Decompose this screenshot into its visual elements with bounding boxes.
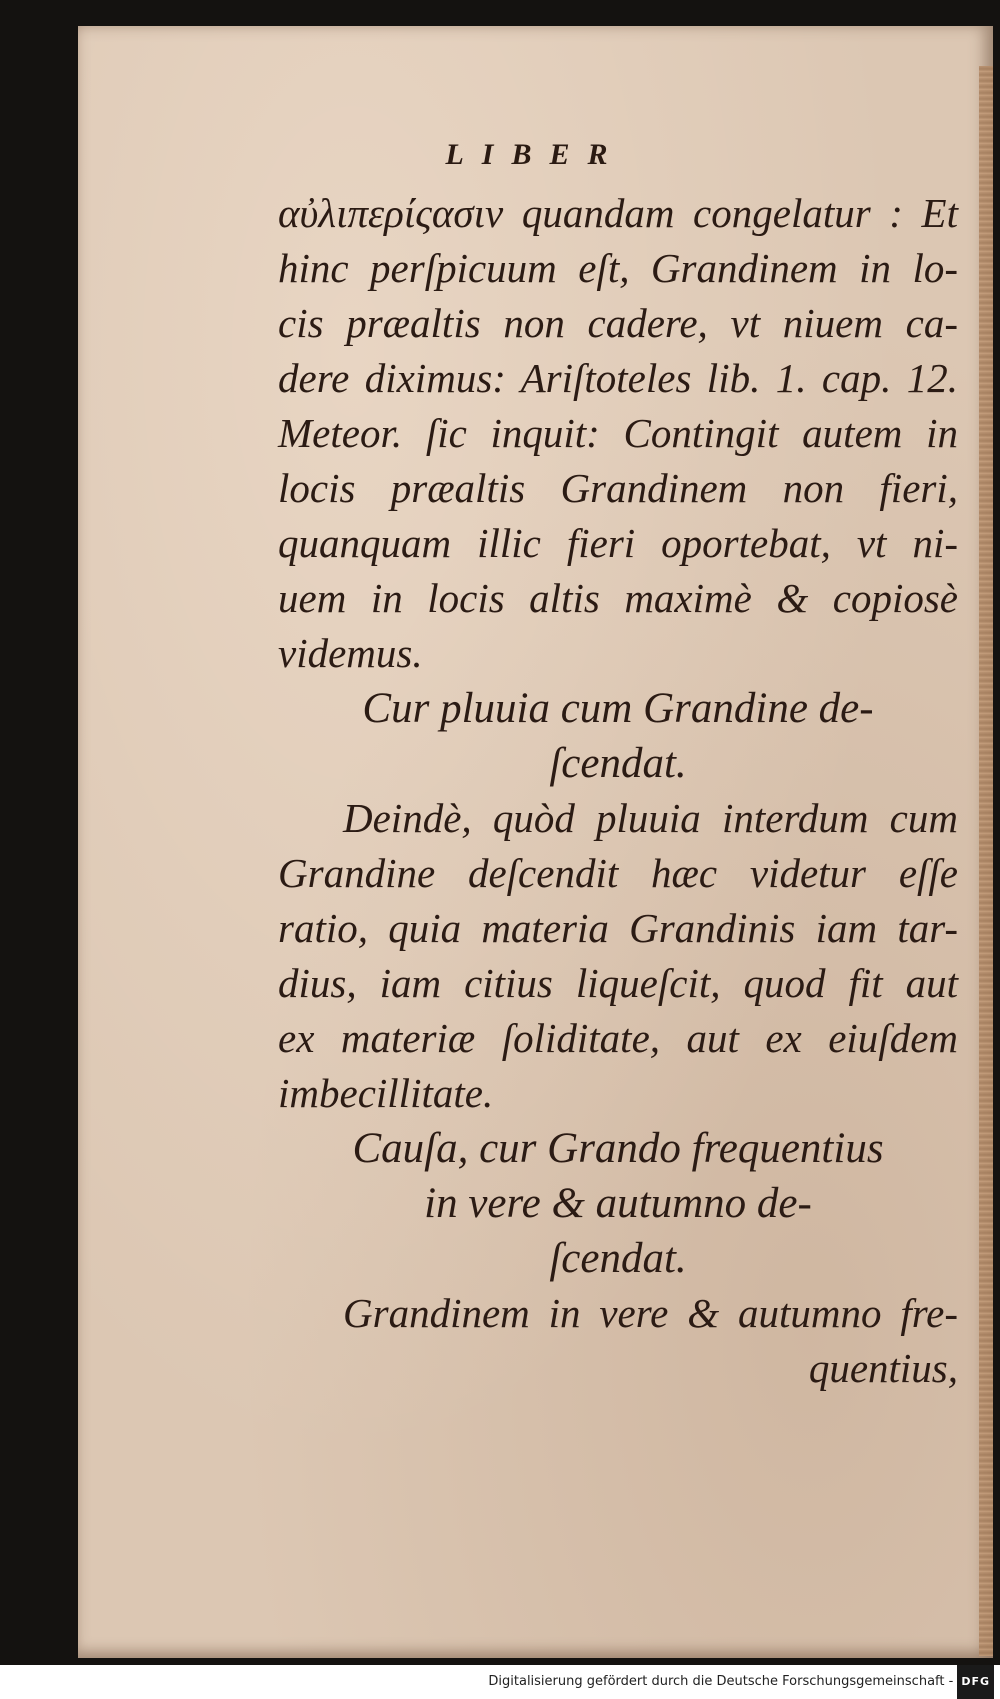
text-line: Grandine deſcendit hæc videtur eſſe [278, 850, 958, 896]
text-line: dius, iam citius liqueſcit, quod fit aut [278, 960, 958, 1006]
text-line: Grandinem in vere & autumno fre- [343, 1290, 958, 1336]
running-head: LIBER [445, 138, 626, 171]
text-line: ex materiæ ſoliditate, aut ex eiuſdem [278, 1015, 958, 1061]
text-line: Deindè, quòd pluuia interdum cum [343, 795, 958, 841]
text-line: uem in locis altis maximè & copiosè [278, 575, 958, 621]
section-heading: in vere & autumno de- [424, 1180, 812, 1227]
text-line: hinc perſpicuum eſt, Grandinem in lo- [278, 245, 958, 291]
text-line: videmus. [278, 630, 423, 676]
section-heading: ſcendat. [549, 1235, 687, 1282]
text-line: quanquam illic fieri oportebat, vt ni- [278, 520, 958, 566]
section-heading: Cauſa, cur Grando frequentius [352, 1125, 884, 1172]
catchword: quentius, [808, 1345, 958, 1391]
text-line: ratio, quia materia Grandinis iam tar- [278, 905, 958, 951]
page-edge [979, 66, 993, 1656]
text-line: Meteor. ſic inquit: Contingit autem in [278, 410, 958, 456]
book-page [78, 26, 993, 1658]
digitization-footer [0, 1665, 1000, 1695]
text-line: imbecillitate. [278, 1070, 494, 1116]
text-line: cis præaltis non cadere, vt niuem ca- [278, 300, 958, 346]
text-block [278, 186, 958, 1396]
dfg-logo: DFG [957, 1665, 994, 1699]
text-line: αὐλιπερίςασιν quandam congelatur : Et [278, 190, 958, 236]
section-heading: ſcendat. [549, 740, 687, 787]
text-line: dere diximus: Ariſtoteles lib. 1. cap. 12. [278, 355, 958, 401]
section-heading: Cur pluuia cum Grandine de- [362, 685, 874, 732]
text-line: locis præaltis Grandinem non fieri, [278, 465, 958, 511]
footer-text: Digitalisierung gefördert durch die Deutsche Forschungsgemeinschaft - [488, 1674, 954, 1689]
